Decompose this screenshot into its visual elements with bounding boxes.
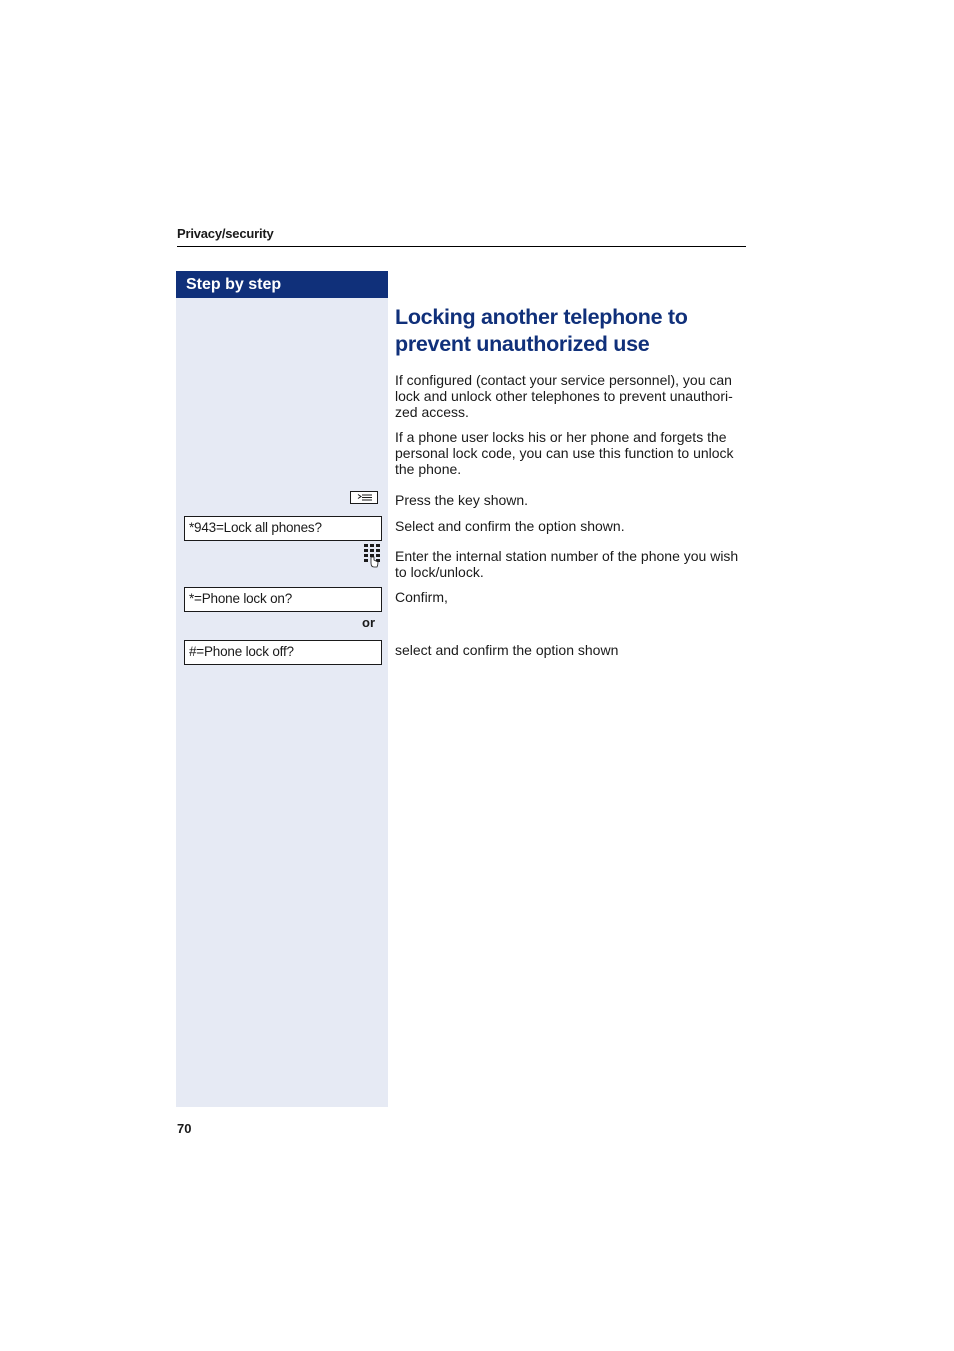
section-header: Privacy/security — [177, 226, 274, 241]
step-enter-number-text: Enter the internal station number of the phone you wish to lock/unlock. — [395, 548, 739, 580]
option-phone-lock-on[interactable]: *=Phone lock on? — [184, 587, 382, 612]
page-number: 70 — [177, 1121, 192, 1136]
step-press-key-text: Press the key shown. — [395, 492, 529, 508]
sidebar-title: Step by step — [176, 271, 388, 298]
or-label: or — [362, 615, 375, 630]
option-lock-all-phones[interactable]: *943=Lock all phones? — [184, 516, 382, 541]
keypad-icon — [363, 543, 381, 569]
option-phone-lock-off[interactable]: #=Phone lock off? — [184, 640, 382, 665]
step-by-step-sidebar — [176, 271, 388, 1107]
menu-key-icon[interactable] — [350, 491, 378, 504]
intro-paragraph-1: If configured (contact your service personnel), you can lock and unlock other telephones to prevent unauthori-zed access. — [395, 372, 733, 420]
intro-paragraph-2: If a phone user locks his or her phone and forgets the personal lock code, you can use this function to unlock the phone. — [395, 429, 734, 477]
step-confirm-text: Confirm, — [395, 589, 448, 605]
step-select-confirm-text: Select and confirm the option shown. — [395, 518, 625, 534]
page-title: Locking another telephone to prevent unauthorized use — [395, 305, 688, 356]
header-divider — [177, 246, 746, 247]
step-select-confirm-2-text: select and confirm the option shown — [395, 642, 619, 658]
